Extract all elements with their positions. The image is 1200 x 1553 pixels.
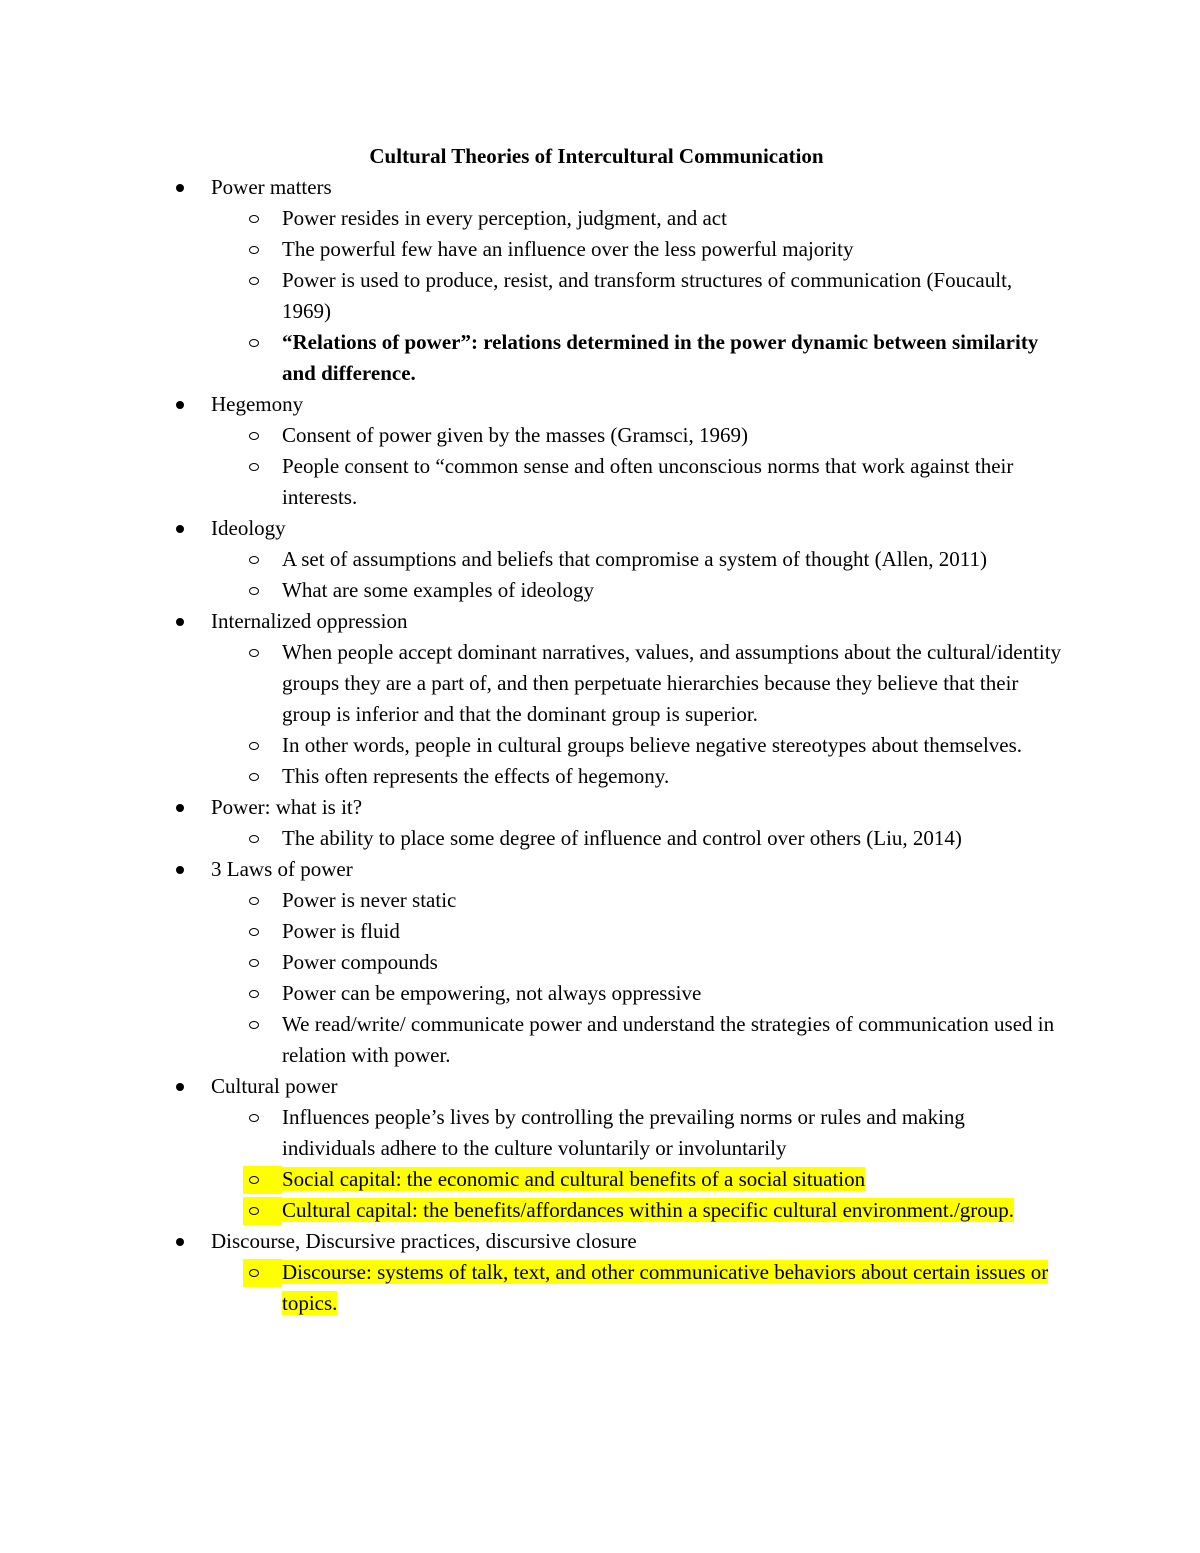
list-item — [0, 854, 1071, 885]
sub-list-item: Power is never static — [0, 885, 1062, 916]
sub-list-item: The ability to place some degree of influence and control over others (Liu, 2014) — [0, 823, 1062, 854]
bullet-icon — [176, 804, 184, 812]
circle-bullet-icon — [249, 1114, 259, 1122]
sub-list-item: When people accept dominant narratives, values, and assumptions about the cultural/identity groups they are a part of, and then perpetuate hierarchies because they believe that their group is inferior and that the dominant group is superior. — [0, 637, 1062, 730]
bullet-icon — [176, 525, 184, 533]
sub-list-item: Power can be empowering, not always oppressive — [0, 978, 1062, 1009]
list-item-heading: Discourse, Discursive practices, discursive closure — [211, 1229, 637, 1253]
bullet-icon — [176, 401, 184, 409]
sub-list-item: We read/write/ communicate power and understand the strategies of communication used in relation with power. — [0, 1009, 1062, 1071]
circle-bullet-icon — [249, 835, 259, 843]
sub-list-item: In other words, people in cultural groups believe negative stereotypes about themselves. — [0, 730, 1062, 761]
circle-bullet-icon — [249, 277, 259, 285]
highlighted-sub-list-item: Cultural capital: the benefits/affordances within a specific cultural environment./group. — [0, 1195, 1062, 1226]
sub-list-item: People consent to “common sense and often unconscious norms that work against their interests. — [0, 451, 1062, 513]
list-item-heading: Cultural power — [211, 1074, 338, 1098]
sub-list-item-bold: “Relations of power”: relations determined in the power dynamic between similarity and difference. — [0, 327, 1062, 389]
bullet-icon — [176, 1083, 184, 1091]
highlighted-sub-list-item: Social capital: the economic and cultural benefits of a social situation — [0, 1164, 1062, 1195]
circle-bullet-icon — [249, 1176, 259, 1184]
circle-bullet-icon — [249, 959, 259, 967]
outline-list — [0, 172, 1200, 1319]
sub-list-item: Power compounds — [0, 947, 1062, 978]
circle-bullet-icon — [249, 897, 259, 905]
list-item — [0, 1226, 1071, 1257]
circle-bullet-icon — [249, 1207, 259, 1215]
sub-list-item: This often represents the effects of hegemony. — [0, 761, 1062, 792]
list-item — [0, 792, 1071, 823]
sub-list-item: Power is fluid — [0, 916, 1062, 947]
bullet-icon — [176, 618, 184, 626]
sub-list-item: What are some examples of ideology — [0, 575, 1062, 606]
page-title: Cultural Theories of Intercultural Communication — [369, 144, 824, 168]
bullet-icon — [176, 866, 184, 874]
bullet-icon — [176, 184, 184, 192]
list-item — [0, 172, 1071, 203]
circle-bullet-icon — [249, 432, 259, 440]
circle-bullet-icon — [249, 649, 259, 657]
circle-bullet-icon — [249, 1021, 259, 1029]
circle-bullet-icon — [249, 556, 259, 564]
circle-bullet-icon — [249, 215, 259, 223]
circle-bullet-icon — [249, 1269, 259, 1277]
list-item — [0, 606, 1071, 637]
sub-list-item: Consent of power given by the masses (Gramsci, 1969) — [0, 420, 1062, 451]
circle-bullet-icon — [249, 928, 259, 936]
circle-bullet-icon — [249, 742, 259, 750]
circle-bullet-icon — [249, 339, 259, 347]
sub-list-item: A set of assumptions and beliefs that compromise a system of thought (Allen, 2011) — [0, 544, 1062, 575]
sub-list-item: Power is used to produce, resist, and transform structures of communication (Foucault, 1969) — [0, 265, 1062, 327]
list-item — [0, 389, 1071, 420]
list-item-heading: Ideology — [211, 516, 286, 540]
list-item — [0, 513, 1071, 544]
sub-list-item: Influences people’s lives by controlling the prevailing norms or rules and making individuals adhere to the culture voluntarily or involuntarily — [0, 1102, 1062, 1164]
circle-bullet-icon — [249, 990, 259, 998]
circle-bullet-icon — [249, 463, 259, 471]
list-item-heading: 3 Laws of power — [211, 857, 353, 881]
bullet-icon — [176, 1238, 184, 1246]
circle-bullet-icon — [249, 587, 259, 595]
list-item-heading: Internalized oppression — [211, 609, 408, 633]
circle-bullet-icon — [249, 246, 259, 254]
list-item-heading: Hegemony — [211, 392, 304, 416]
list-item-heading: Power: what is it? — [211, 795, 363, 819]
circle-bullet-icon — [249, 773, 259, 781]
list-item — [0, 1071, 1071, 1102]
list-item-heading: Power matters — [211, 175, 332, 199]
highlighted-sub-list-item: Discourse: systems of talk, text, and other communicative behaviors about certain issues or topics. — [0, 1257, 1062, 1319]
sub-list-item: Power resides in every perception, judgment, and act — [0, 203, 1062, 234]
sub-list-item: The powerful few have an influence over the less powerful majority — [0, 234, 1062, 265]
